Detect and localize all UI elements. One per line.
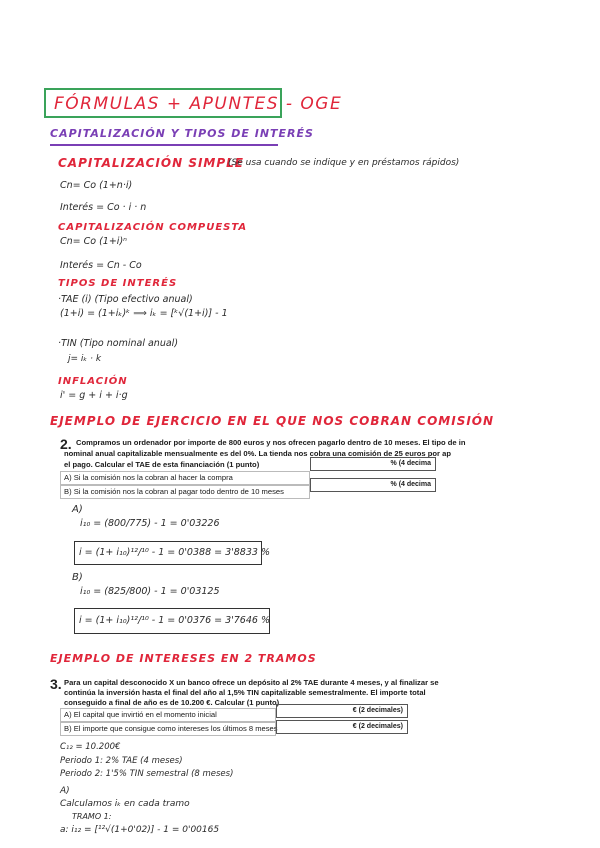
section-underline <box>50 144 278 146</box>
exercise-3-note-2: Periodo 1: 2% TAE (4 meses) <box>60 756 183 766</box>
solution-3a-line-1: Calculamos iₖ en cada tramo <box>60 799 190 809</box>
inflacion-formula: i' = g + i + i·g <box>60 390 128 401</box>
exercise-3-answer-box-1: € (2 decimales) <box>276 704 408 718</box>
exercise-3-note-3: Periodo 2: 1'5% TIN semestral (8 meses) <box>60 769 234 779</box>
exercise-2-option-a: A) Si la comisión nos la cobran al hacer la compra <box>64 473 233 482</box>
solution-2a-result-box <box>74 541 270 565</box>
exercise-3-number: 3. <box>50 676 62 692</box>
tae-formula: (1+i) = (1+iₖ)ᵏ ⟹ iₖ = [ᵏ√(1+i)] - 1 <box>60 308 228 319</box>
heading-capitalizacion-simple: CAPITALIZACIÓN SIMPLE <box>58 156 245 170</box>
exercise-2-answer-box-1: % (4 decima <box>310 457 436 471</box>
solution-3a-label: A) <box>60 786 70 796</box>
exercise-3-line-1: Para un capital desconocido X un banco ofrece un depósito al 2% TAE durante 4 meses, y al finalizar se <box>64 678 439 687</box>
exercise-3-note-1: C₁₂ = 10.200€ <box>60 742 121 752</box>
solution-3a-line-2: TRAMO 1: <box>72 812 112 821</box>
solution-2b-line-1: i₁₀ = (825/800) - 1 = 0'03125 <box>80 586 220 597</box>
exercise-2-line-2: nominal anual capitalizable mensualmente es del 0%. La tienda nos cobra una comisión de 25 euros por ap <box>64 449 451 458</box>
section-heading-capitalizacion: CAPITALIZACIÓN Y TIPOS DE INTERÉS <box>50 127 314 140</box>
simple-formula-2: Interés = Co · i · n <box>60 202 147 213</box>
solution-2a-label: A) <box>72 504 83 515</box>
exercise-3-line-2: continúa la inversión hasta el final del año al 1,5% TIN capitalizable semestralmente. El importe total <box>64 688 426 697</box>
solution-2b-result-box <box>74 608 270 634</box>
exercise-2-number: 2. <box>60 436 72 452</box>
exercise-2-option-b: B) Si la comisión nos la cobran al pagar todo dentro de 10 meses <box>64 487 284 496</box>
tae-line: ·TAE (i) (Tipo efectivo anual) <box>58 294 193 305</box>
exercise-3-answer-box-2: € (2 decimales) <box>276 720 408 734</box>
heading-ejemplo-comision: EJEMPLO DE EJERCICIO EN EL QUE NOS COBRAN COMISIÓN <box>50 414 495 428</box>
heading-inflacion: INFLACIÓN <box>58 376 128 387</box>
heading-ejemplo-dos-tramos: EJEMPLO DE INTERESES EN 2 TRAMOS <box>50 652 317 665</box>
exercise-2-line-1: Compramos un ordenador por importe de 800 euros y nos ofrecen pagarlo dentro de 10 meses. El tipo de in <box>76 438 466 447</box>
exercise-2-block <box>60 438 600 498</box>
exercise-3-line-3: conseguido a final de año es de 10.200 €. Calcular (1 punto) <box>64 698 280 707</box>
exercise-2-answer-box-2: % (4 decima <box>310 478 436 492</box>
exercise-3-option-b: B) El importe que consigue como intereses los últimos 8 meses <box>64 724 278 733</box>
compuesta-formula-2: Interés = Cn - Co <box>60 260 142 271</box>
exercise-3-option-a: A) El capital que invirtió en el momento inicial <box>64 710 217 719</box>
compuesta-formula-1: Cn= Co (1+i)ⁿ <box>60 236 127 247</box>
tin-line: ·TIN (Tipo nominal anual) <box>58 338 179 349</box>
solution-2b-label: B) <box>72 572 83 583</box>
heading-tipos-interes: TIPOS DE INTERÉS <box>58 278 178 289</box>
exercise-2-line-3: el pago. Calcular el TAE de esta financiación (1 punto) <box>64 460 260 469</box>
exercise-3-block <box>50 678 600 738</box>
solution-3a-line-3: a: i₁₂ = [¹²√(1+0'02)] - 1 = 0'00165 <box>60 825 220 835</box>
heading-capitalizacion-compuesta: CAPITALIZACIÓN COMPUESTA <box>58 222 248 233</box>
simple-formula-1: Cn= Co (1+n·i) <box>60 180 133 191</box>
page-title: FÓRMULAS + APUNTES - OGE <box>54 94 343 114</box>
title-box <box>44 88 343 118</box>
solution-2a-result: i = (1+ i₁₀)¹²/¹⁰ - 1 = 0'0388 = 3'8833 % <box>79 547 270 558</box>
tin-formula: j= iₖ · k <box>68 354 102 364</box>
solution-2b-result: i = (1+ i₁₀)¹²/¹⁰ - 1 = 0'0376 = 3'7646 % <box>79 615 270 626</box>
solution-2a-line-1: i₁₀ = (800/775) - 1 = 0'03226 <box>80 518 220 529</box>
simple-note: (Se usa cuando se indique y en préstamos rápidos) <box>228 158 460 168</box>
